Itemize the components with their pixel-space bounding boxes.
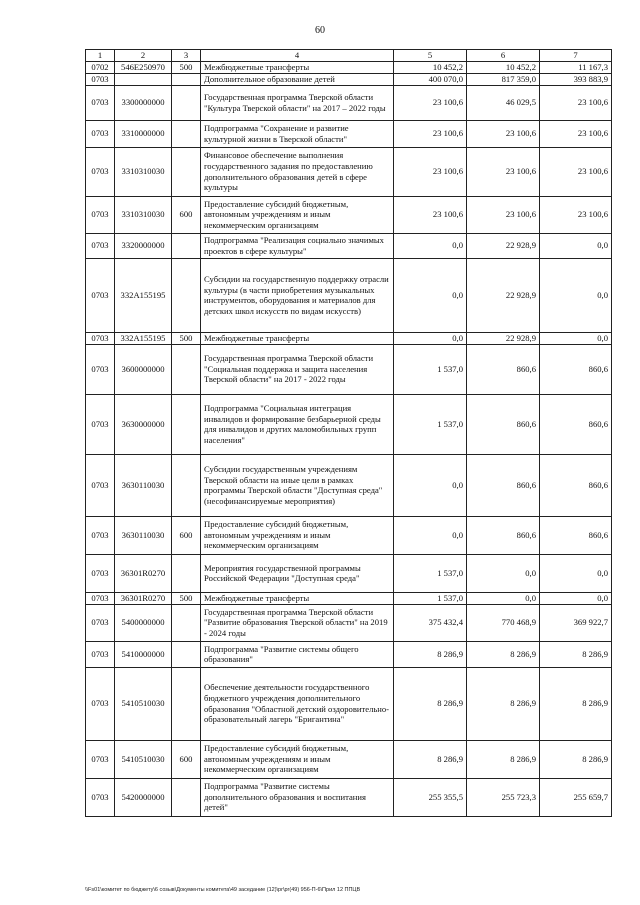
expense-type [172, 454, 201, 516]
amount-col7: 860,6 [540, 394, 612, 454]
amount-col5: 375 432,4 [394, 604, 467, 641]
amount-col7: 0,0 [540, 233, 612, 258]
item-name: Предоставление субсидий бюджетным, автономным учреждениям и иным некоммерческим организациям [201, 516, 394, 554]
amount-col6: 8 286,9 [467, 641, 540, 667]
section-code: 0703 [86, 641, 115, 667]
table-row [86, 394, 612, 454]
target-article: 332A155195 [115, 332, 172, 344]
amount-col5: 0,0 [394, 332, 467, 344]
amount-col6: 8 286,9 [467, 740, 540, 778]
item-name: Предоставление субсидий бюджетным, автономным учреждениям и иным некоммерческим организациям [201, 196, 394, 233]
item-name: Подпрограмма "Социальная интеграция инвалидов и формирование безбарьерной среды для инвалидов и других маломобильных групп населения" [201, 394, 394, 454]
table-row [86, 740, 612, 778]
expense-type: 500 [172, 62, 201, 74]
table-row [86, 604, 612, 641]
amount-col6: 22 928,9 [467, 332, 540, 344]
amount-col6: 860,6 [467, 454, 540, 516]
table-row [86, 641, 612, 667]
section-code: 0703 [86, 147, 115, 196]
amount-col6: 860,6 [467, 516, 540, 554]
section-code: 0703 [86, 667, 115, 740]
amount-col7: 0,0 [540, 332, 612, 344]
target-article: 3630110030 [115, 516, 172, 554]
table-row [86, 233, 612, 258]
target-article: 546E250970 [115, 62, 172, 74]
table-row [86, 592, 612, 604]
table-row [86, 73, 612, 85]
amount-col6: 46 029,5 [467, 85, 540, 120]
target-article: 36301R0270 [115, 554, 172, 592]
target-article: 332A155195 [115, 258, 172, 332]
section-code: 0703 [86, 740, 115, 778]
target-article: 5410000000 [115, 641, 172, 667]
section-code: 0703 [86, 778, 115, 816]
amount-col7: 860,6 [540, 516, 612, 554]
expense-type [172, 667, 201, 740]
table-row [86, 85, 612, 120]
amount-col7: 8 286,9 [540, 641, 612, 667]
section-code: 0703 [86, 85, 115, 120]
target-article: 5410510030 [115, 740, 172, 778]
table-row [86, 196, 612, 233]
amount-col7: 393 883,9 [540, 73, 612, 85]
item-name: Государственная программа Тверской области "Развитие образования Тверской области" на 2019 - 2024 годы [201, 604, 394, 641]
target-article: 3310310030 [115, 147, 172, 196]
section-code: 0703 [86, 120, 115, 147]
file-path-footer: \\Fs01\комитет по бюджету\6 созыв\Документы комитета\49 заседание (12)\pr\pr(49) 956-П-6\Прил 12 ППЦВ [85, 887, 361, 893]
amount-col7: 11 167,3 [540, 62, 612, 74]
expense-type [172, 554, 201, 592]
target-article: 3320000000 [115, 233, 172, 258]
amount-col7: 0,0 [540, 554, 612, 592]
amount-col7: 8 286,9 [540, 740, 612, 778]
amount-col5: 0,0 [394, 233, 467, 258]
expense-type [172, 641, 201, 667]
target-article: 3630110030 [115, 454, 172, 516]
amount-col6: 23 100,6 [467, 120, 540, 147]
target-article [115, 73, 172, 85]
item-name: Государственная программа Тверской области "Культура Тверской области" на 2017 – 2022 годы [201, 85, 394, 120]
target-article: 3600000000 [115, 344, 172, 394]
header-cell: 4 [201, 50, 394, 62]
item-name: Подпрограмма "Развитие системы дополнительного образования и воспитания детей" [201, 778, 394, 816]
amount-col6: 770 468,9 [467, 604, 540, 641]
expense-type: 600 [172, 196, 201, 233]
budget-table [85, 49, 612, 817]
item-name: Дополнительное образование детей [201, 73, 394, 85]
item-name: Финансовое обеспечение выполнения государственного задания по предоставлению дополнительного образования детей в сфере культуры [201, 147, 394, 196]
table-row [86, 332, 612, 344]
item-name: Мероприятия государственной программы Российской Федерации "Доступная среда" [201, 554, 394, 592]
amount-col5: 1 537,0 [394, 592, 467, 604]
amount-col5: 23 100,6 [394, 120, 467, 147]
target-article: 36301R0270 [115, 592, 172, 604]
amount-col5: 23 100,6 [394, 85, 467, 120]
amount-col6: 0,0 [467, 592, 540, 604]
item-name: Подпрограмма "Реализация социально значимых проектов в сфере культуры" [201, 233, 394, 258]
header-cell: 6 [467, 50, 540, 62]
item-name: Государственная программа Тверской области "Социальная поддержка и защита населения Тверской области" на 2017 - 2022 годы [201, 344, 394, 394]
item-name: Обеспечение деятельности государственного бюджетного учреждения дополнительного образования "Областной детский оздоровительно-образовательный лагерь "Бригантина" [201, 667, 394, 740]
table-row [86, 454, 612, 516]
expense-type [172, 394, 201, 454]
amount-col5: 0,0 [394, 516, 467, 554]
amount-col7: 369 922,7 [540, 604, 612, 641]
item-name: Межбюджетные трансферты [201, 592, 394, 604]
header-row [86, 50, 612, 62]
expense-type [172, 778, 201, 816]
item-name: Субсидии государственным учреждениям Тверской области на иные цели в рамках программы Тверской области "Доступная среда" (несофинансируемые мероприятия) [201, 454, 394, 516]
expense-type [172, 147, 201, 196]
header-cell: 1 [86, 50, 115, 62]
amount-col6: 22 928,9 [467, 233, 540, 258]
amount-col7: 23 100,6 [540, 147, 612, 196]
amount-col6: 860,6 [467, 344, 540, 394]
amount-col7: 23 100,6 [540, 120, 612, 147]
table-row [86, 120, 612, 147]
amount-col5: 23 100,6 [394, 196, 467, 233]
section-code: 0703 [86, 592, 115, 604]
section-code: 0702 [86, 62, 115, 74]
amount-col5: 1 537,0 [394, 554, 467, 592]
section-code: 0703 [86, 554, 115, 592]
item-name: Межбюджетные трансферты [201, 62, 394, 74]
expense-type: 500 [172, 332, 201, 344]
amount-col6: 23 100,6 [467, 196, 540, 233]
amount-col5: 400 070,0 [394, 73, 467, 85]
item-name: Предоставление субсидий бюджетным, автономным учреждениям и иным некоммерческим организациям [201, 740, 394, 778]
target-article: 3300000000 [115, 85, 172, 120]
section-code: 0703 [86, 73, 115, 85]
section-code: 0703 [86, 394, 115, 454]
table-row [86, 554, 612, 592]
item-name: Подпрограмма "Сохранение и развитие культурной жизни в Тверской области" [201, 120, 394, 147]
amount-col6: 860,6 [467, 394, 540, 454]
header-cell: 3 [172, 50, 201, 62]
target-article: 5410510030 [115, 667, 172, 740]
amount-col5: 10 452,2 [394, 62, 467, 74]
section-code: 0703 [86, 454, 115, 516]
amount-col7: 860,6 [540, 344, 612, 394]
amount-col7: 23 100,6 [540, 196, 612, 233]
target-article: 3630000000 [115, 394, 172, 454]
section-code: 0703 [86, 332, 115, 344]
amount-col5: 0,0 [394, 258, 467, 332]
amount-col6: 817 359,0 [467, 73, 540, 85]
amount-col6: 8 286,9 [467, 667, 540, 740]
table-row [86, 667, 612, 740]
amount-col7: 23 100,6 [540, 85, 612, 120]
amount-col5: 23 100,6 [394, 147, 467, 196]
expense-type [172, 233, 201, 258]
target-article: 5420000000 [115, 778, 172, 816]
section-code: 0703 [86, 344, 115, 394]
item-name: Подпрограмма "Развитие системы общего образования" [201, 641, 394, 667]
amount-col6: 22 928,9 [467, 258, 540, 332]
target-article: 3310310030 [115, 196, 172, 233]
expense-type: 600 [172, 516, 201, 554]
table-row [86, 62, 612, 74]
amount-col7: 0,0 [540, 592, 612, 604]
section-code: 0703 [86, 233, 115, 258]
expense-type [172, 85, 201, 120]
amount-col6: 0,0 [467, 554, 540, 592]
amount-col7: 0,0 [540, 258, 612, 332]
section-code: 0703 [86, 516, 115, 554]
amount-col5: 1 537,0 [394, 344, 467, 394]
table-row [86, 344, 612, 394]
header-cell: 7 [540, 50, 612, 62]
amount-col5: 8 286,9 [394, 740, 467, 778]
target-article: 5400000000 [115, 604, 172, 641]
section-code: 0703 [86, 196, 115, 233]
target-article: 3310000000 [115, 120, 172, 147]
header-cell: 2 [115, 50, 172, 62]
amount-col5: 1 537,0 [394, 394, 467, 454]
amount-col5: 8 286,9 [394, 667, 467, 740]
expense-type [172, 604, 201, 641]
expense-type [172, 120, 201, 147]
expense-type [172, 344, 201, 394]
expense-type: 500 [172, 592, 201, 604]
amount-col6: 255 723,3 [467, 778, 540, 816]
table-row [86, 778, 612, 816]
header-cell: 5 [394, 50, 467, 62]
table-row [86, 516, 612, 554]
section-code: 0703 [86, 258, 115, 332]
section-code: 0703 [86, 604, 115, 641]
expense-type [172, 258, 201, 332]
item-name: Межбюджетные трансферты [201, 332, 394, 344]
expense-type [172, 73, 201, 85]
amount-col5: 255 355,5 [394, 778, 467, 816]
amount-col5: 8 286,9 [394, 641, 467, 667]
amount-col7: 8 286,9 [540, 667, 612, 740]
amount-col5: 0,0 [394, 454, 467, 516]
amount-col6: 23 100,6 [467, 147, 540, 196]
amount-col6: 10 452,2 [467, 62, 540, 74]
page-number: 60 [315, 25, 325, 36]
amount-col7: 255 659,7 [540, 778, 612, 816]
item-name: Субсидии на государственную поддержку отрасли культуры (в части приобретения музыкальных инструментов, оборудования и материалов для детских школ искусств по видам искусств) [201, 258, 394, 332]
amount-col7: 860,6 [540, 454, 612, 516]
table-row [86, 258, 612, 332]
table-row [86, 147, 612, 196]
expense-type: 600 [172, 740, 201, 778]
